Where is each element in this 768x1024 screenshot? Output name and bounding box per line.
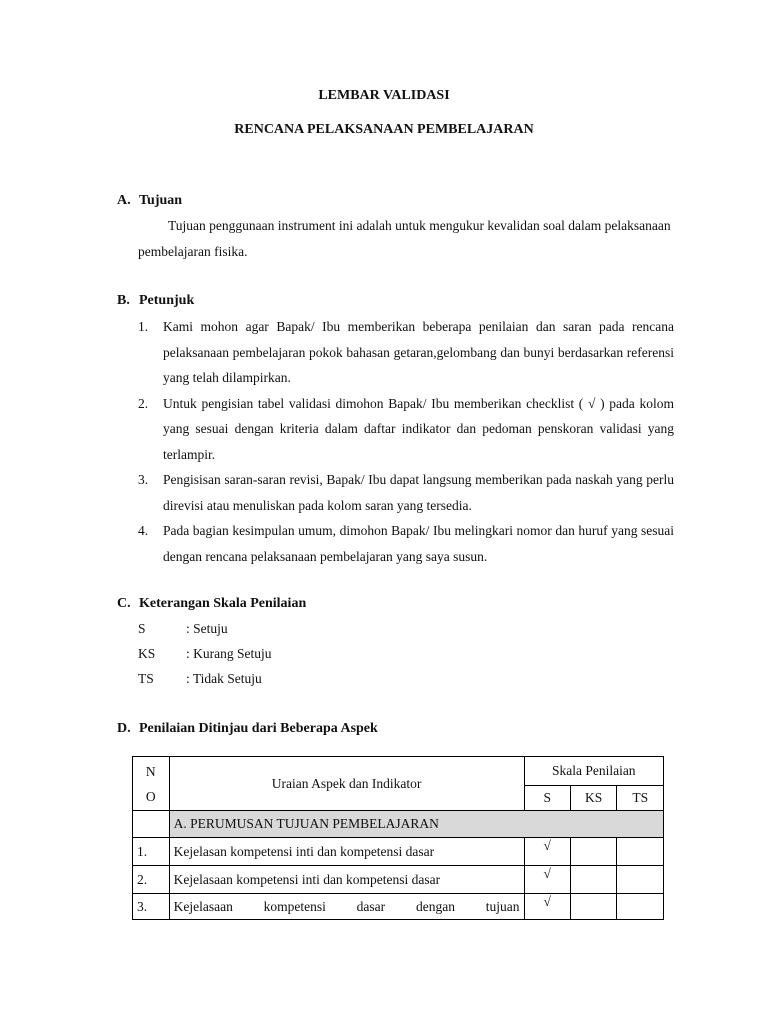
section-row-title: A. PERUMUSAN TUJUAN PEMBELAJARAN [169, 811, 663, 838]
list-item-number: 2. [138, 395, 149, 411]
section-b-heading [117, 293, 194, 309]
scale-col-ks: KS [570, 786, 617, 811]
row-check-s[interactable]: √ [524, 866, 570, 894]
list-item-text: Kami mohon agar Bapak/ Ibu memberikan beberapa penilaian dan saran pada rencana pelaksanaan pembelajaran pokok bahasan getaran,gelombang dan bunyi berdasarkan referensi yang telah dilampirkan. [163, 319, 674, 385]
list-item-text: Pada bagian kesimpulan umum, dimohon Bapak/ Ibu melingkari nomor dan huruf yang sesuai dengan rencana pelaksanaan pembelajaran yang saya susun. [163, 523, 674, 564]
section-d-heading [117, 721, 378, 737]
section-a-letter: A. [117, 193, 131, 208]
row-check-ks[interactable] [570, 838, 617, 866]
document-title: LEMBAR VALIDASI [318, 88, 450, 103]
section-a-title: Tujuan [139, 193, 183, 208]
list-item [138, 391, 674, 468]
row-number: 3. [133, 894, 170, 920]
scale-code: KS [138, 646, 156, 661]
validation-table [132, 756, 664, 920]
no-header [133, 757, 170, 811]
row-check-ks[interactable] [570, 894, 617, 920]
row-check-s[interactable]: √ [524, 894, 570, 920]
scale-row [138, 616, 272, 641]
aspect-header: Uraian Aspek dan Indikator [169, 757, 524, 811]
row-number: 2. [133, 866, 170, 894]
row-check-s[interactable]: √ [524, 838, 570, 866]
section-b-title: Petunjuk [139, 293, 195, 308]
row-number: 1. [133, 838, 170, 866]
table-row [133, 866, 664, 894]
table-header-row [133, 757, 664, 786]
section-c-title: Keterangan Skala Penilaian [139, 596, 307, 611]
no-header-line1: N [145, 763, 156, 779]
list-item-number: 3. [138, 472, 149, 487]
scale-code: S [138, 621, 146, 636]
section-a-text [138, 213, 674, 265]
document-subtitle: RENCANA PELAKSANAAN PEMBELAJARAN [234, 122, 534, 137]
section-row-no [133, 811, 170, 838]
list-item [138, 518, 674, 569]
section-a-paragraph: Tujuan penggunaan instrument ini adalah untuk mengukur kevalidan soal dalam pelaksanaan pembelajaran fisika. [138, 218, 671, 259]
row-aspect: Kejelasaan kompetensi inti dan kompetensi dasar [169, 866, 524, 894]
scale-description: : Tidak Setuju [186, 671, 262, 686]
instruction-list [138, 314, 674, 569]
list-item-text: Pengisisan saran-saran revisi, Bapak/ Ibu dapat langsung memberikan pada naskah yang perlu direvisi atau menuliskan pada kolom saran yang tersedia. [163, 472, 674, 513]
row-check-ts[interactable] [617, 894, 664, 920]
row-aspect: Kejelasaan kompetensi dasar dengan tujuan [169, 894, 524, 920]
list-item-number: 4. [138, 523, 149, 538]
list-item-number: 1. [138, 319, 149, 334]
row-check-ks[interactable] [570, 866, 617, 894]
scale-description: : Setuju [186, 621, 228, 636]
section-d-letter: D. [117, 721, 131, 736]
table-section-row [133, 811, 664, 838]
row-check-ts[interactable] [617, 866, 664, 894]
scale-col-s: S [524, 786, 570, 811]
table-row [133, 838, 664, 866]
scale-description: : Kurang Setuju [186, 646, 272, 661]
scale-col-ts: TS [617, 786, 664, 811]
section-c-letter: C. [117, 596, 131, 611]
section-a-heading [117, 193, 182, 209]
section-c-heading [117, 596, 306, 612]
scale-row [138, 666, 272, 691]
list-item [138, 314, 674, 391]
no-header-line2: O [145, 788, 156, 804]
table-row [133, 894, 664, 920]
scale-row [138, 641, 272, 666]
row-aspect: Kejelasan kompetensi inti dan kompetensi dasar [169, 838, 524, 866]
scale-header: Skala Penilaian [524, 757, 663, 786]
list-item [138, 467, 674, 518]
scale-code: TS [138, 671, 154, 686]
list-item-text: Untuk pengisian tabel validasi dimohon Bapak/ Ibu memberikan checklist ( √ ) pada kolom yang sesuai dengan kriteria dalam daftar indikator dan pedoman penskoran validasi yang terlampir. [163, 395, 674, 462]
row-check-ts[interactable] [617, 838, 664, 866]
section-b-letter: B. [117, 293, 130, 308]
scale-legend [138, 616, 272, 691]
section-d-title: Penilaian Ditinjau dari Beberapa Aspek [139, 721, 378, 736]
